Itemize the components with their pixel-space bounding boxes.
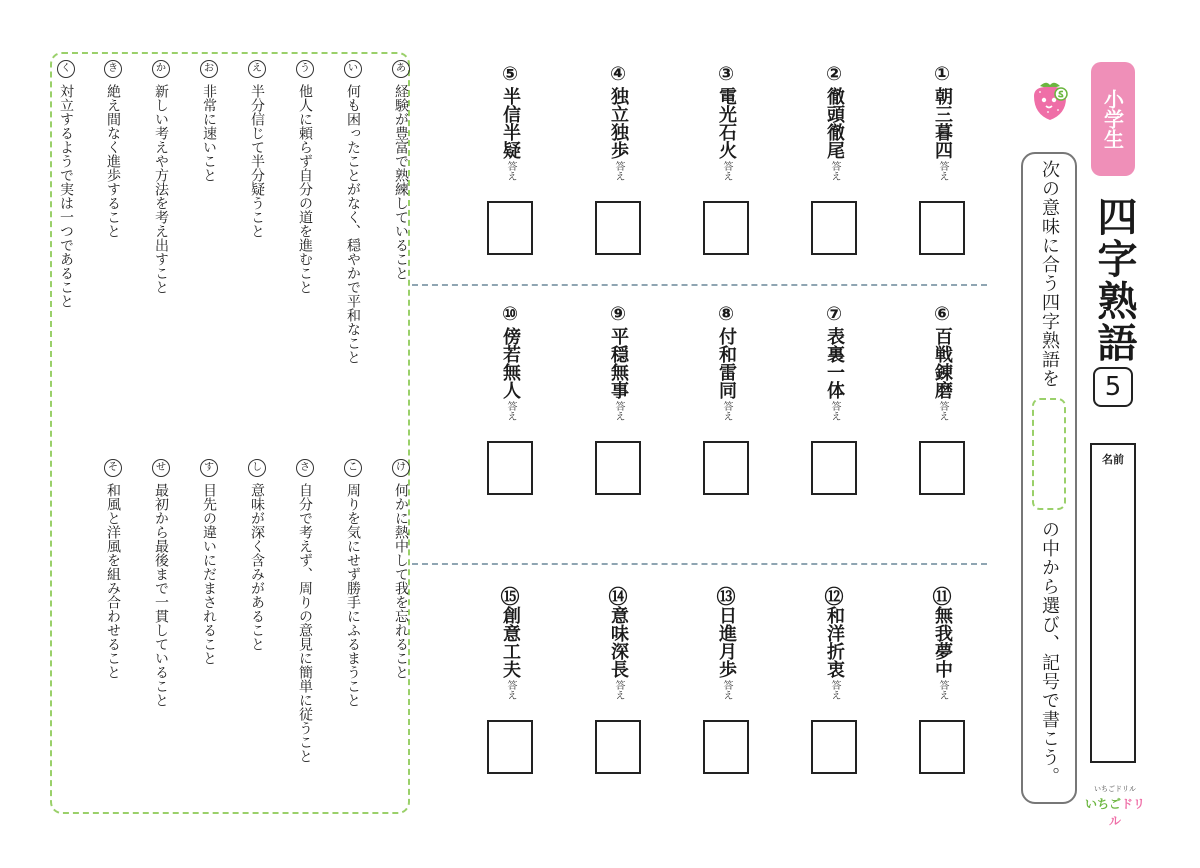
choice-key: き bbox=[104, 60, 122, 78]
answer-label-text: 答え bbox=[505, 680, 516, 700]
choice-key: く bbox=[57, 60, 75, 78]
answer-label-text: 答え bbox=[937, 161, 948, 181]
question-word bbox=[711, 606, 741, 678]
answer-label bbox=[930, 161, 954, 181]
choice-key: こ bbox=[344, 459, 362, 477]
choice-text-content: 非常に速いこと bbox=[201, 84, 217, 182]
question-word bbox=[819, 87, 849, 159]
question-word bbox=[495, 606, 525, 678]
answer-label bbox=[822, 401, 846, 421]
question-word bbox=[495, 87, 525, 159]
answer-label bbox=[606, 161, 630, 181]
answer-label-text: 答え bbox=[721, 161, 732, 181]
question-word bbox=[819, 606, 849, 678]
question-word bbox=[495, 327, 525, 399]
sheet-number: 5 bbox=[1093, 367, 1133, 407]
question-word-text: 意味深長 bbox=[608, 606, 629, 678]
question-word-text: 傍若無人 bbox=[500, 327, 521, 399]
answer-box[interactable] bbox=[811, 441, 857, 495]
choice-key: し bbox=[248, 459, 266, 477]
question-word bbox=[927, 606, 957, 678]
choice-key: か bbox=[152, 60, 170, 78]
question-word-text: 和洋折衷 bbox=[824, 606, 845, 678]
question-word-text: 徹頭徹尾 bbox=[824, 87, 845, 159]
choice-text-content: 最初から最後まで一貫していること bbox=[153, 483, 169, 707]
answer-box[interactable] bbox=[487, 720, 533, 774]
answer-box[interactable] bbox=[487, 441, 533, 495]
choice-text-content: 和風と洋風を組み合わせること bbox=[105, 483, 121, 679]
answer-label bbox=[714, 161, 738, 181]
answer-label bbox=[498, 161, 522, 181]
choice-text-content: 何も困ったことがなく、穏やかで平和なこと bbox=[345, 84, 361, 364]
question-number: ⑮ bbox=[500, 586, 520, 608]
brand-logo-part1: いちご bbox=[1084, 797, 1121, 811]
choice-text-content: 目先の違いにだまされること bbox=[201, 483, 217, 665]
choice-key: さ bbox=[296, 459, 314, 477]
question-word bbox=[711, 87, 741, 159]
question-word-text: 平穏無事 bbox=[608, 327, 629, 399]
choices-box bbox=[50, 52, 410, 814]
choice-text-content: 自分で考えず、周りの意見に簡単に従うこと bbox=[297, 483, 313, 763]
choice-text-content: 他人に頼らず自分の道を進むこと bbox=[297, 84, 313, 294]
question-word-text: 電光石火 bbox=[716, 87, 737, 159]
choice-text-content: 半分信じて半分疑うこと bbox=[249, 84, 265, 238]
question-word-text: 付和雷同 bbox=[716, 327, 737, 399]
name-label: 名前 bbox=[1102, 453, 1124, 466]
question-number: ⑨ bbox=[609, 303, 627, 325]
choice-text bbox=[149, 483, 173, 707]
answer-box[interactable] bbox=[703, 201, 749, 255]
question-number: ⑥ bbox=[933, 303, 951, 325]
choice-text bbox=[341, 483, 365, 707]
sheet-title-text: 四字熟語 bbox=[1091, 196, 1137, 364]
question-word-text: 朝三暮四 bbox=[932, 87, 953, 159]
answer-label-text: 答え bbox=[829, 161, 840, 181]
choice-text-content: 周りを気にせず勝手にふるまうこと bbox=[345, 483, 361, 707]
choice-key: す bbox=[200, 459, 218, 477]
answer-box[interactable] bbox=[595, 441, 641, 495]
choice-text-content: 意味が深く含みがあること bbox=[249, 483, 265, 651]
choice-key: お bbox=[200, 60, 218, 78]
choice-slot bbox=[1032, 398, 1066, 510]
answer-label bbox=[822, 680, 846, 700]
answer-label bbox=[606, 680, 630, 700]
question-number: ③ bbox=[717, 63, 735, 85]
question-number: ① bbox=[933, 63, 951, 85]
answer-box[interactable] bbox=[811, 720, 857, 774]
choice-text bbox=[389, 84, 413, 280]
choice-key: い bbox=[344, 60, 362, 78]
answer-label-text: 答え bbox=[829, 680, 840, 700]
question-word-text: 無我夢中 bbox=[932, 606, 953, 678]
choice-text bbox=[149, 84, 173, 294]
question-word-text: 表裏一体 bbox=[824, 327, 845, 399]
choice-key: あ bbox=[392, 60, 410, 78]
answer-label-text: 答え bbox=[721, 680, 732, 700]
answer-label-text: 答え bbox=[613, 401, 624, 421]
choice-text-content: 何かに熱中して我を忘れること bbox=[393, 483, 409, 679]
choice-text bbox=[101, 84, 125, 238]
answer-label bbox=[498, 680, 522, 700]
choice-text bbox=[101, 483, 125, 679]
answer-box[interactable] bbox=[595, 720, 641, 774]
question-word bbox=[711, 327, 741, 399]
answer-box[interactable] bbox=[919, 720, 965, 774]
question-number: ⑬ bbox=[716, 586, 736, 608]
question-word bbox=[603, 87, 633, 159]
answer-box[interactable] bbox=[595, 201, 641, 255]
brand-caption: いちごドリル bbox=[1094, 785, 1136, 793]
question-number: ② bbox=[825, 63, 843, 85]
question-word bbox=[927, 87, 957, 159]
choice-text-content: 新しい考えや方法を考え出すこと bbox=[153, 84, 169, 294]
brand-logo-part2: ドリル bbox=[1108, 797, 1146, 828]
answer-label-text: 答え bbox=[505, 161, 516, 181]
choice-key: け bbox=[392, 459, 410, 477]
strawberry-mascot-icon bbox=[1026, 76, 1074, 124]
answer-label-text: 答え bbox=[937, 401, 948, 421]
choice-text bbox=[341, 84, 365, 364]
question-word-text: 独立独歩 bbox=[608, 87, 629, 159]
answer-label bbox=[498, 401, 522, 421]
question-word-text: 日進月歩 bbox=[716, 606, 737, 678]
choice-key: せ bbox=[152, 459, 170, 477]
answer-label-text: 答え bbox=[613, 680, 624, 700]
choice-text bbox=[197, 483, 221, 665]
choice-text-content: 絶え間なく進歩すること bbox=[105, 84, 121, 238]
question-number: ⑤ bbox=[501, 63, 519, 85]
question-number: ⑭ bbox=[608, 586, 628, 608]
answer-box[interactable] bbox=[919, 441, 965, 495]
sheet-title bbox=[1088, 196, 1140, 366]
answer-box[interactable] bbox=[811, 201, 857, 255]
choice-text bbox=[293, 84, 317, 294]
choice-text bbox=[245, 84, 269, 238]
answer-label bbox=[606, 401, 630, 421]
instruction-box bbox=[1021, 152, 1077, 804]
instruction-text-2: の中から選び、記号で書こう。 bbox=[1039, 520, 1060, 786]
question-word bbox=[819, 327, 849, 399]
answer-label bbox=[930, 680, 954, 700]
answer-label bbox=[714, 401, 738, 421]
question-word bbox=[927, 327, 957, 399]
question-number: ⑫ bbox=[824, 586, 844, 608]
question-word bbox=[603, 327, 633, 399]
choice-key: う bbox=[296, 60, 314, 78]
choice-text bbox=[54, 84, 78, 308]
choice-text-content: 対立するようで実は一つであること bbox=[58, 84, 74, 308]
grade-badge bbox=[1091, 62, 1135, 176]
answer-label-text: 答え bbox=[829, 401, 840, 421]
question-number: ④ bbox=[609, 63, 627, 85]
choice-key: え bbox=[248, 60, 266, 78]
question-word-text: 半信半疑 bbox=[500, 87, 521, 159]
row-divider bbox=[412, 284, 987, 286]
answer-label-text: 答え bbox=[505, 401, 516, 421]
question-number: ⑦ bbox=[825, 303, 843, 325]
answer-label bbox=[714, 680, 738, 700]
choice-text bbox=[245, 483, 269, 651]
question-number: ⑩ bbox=[501, 303, 519, 325]
answer-box[interactable] bbox=[703, 720, 749, 774]
question-number: ⑪ bbox=[932, 586, 952, 608]
question-number: ⑧ bbox=[717, 303, 735, 325]
choice-key: そ bbox=[104, 459, 122, 477]
instruction-text-1: 次の意味に合う四字熟語を bbox=[1039, 160, 1060, 388]
grade-label: 小学生 bbox=[1100, 89, 1125, 149]
answer-box[interactable] bbox=[487, 201, 533, 255]
choice-text bbox=[197, 84, 221, 182]
answer-box[interactable] bbox=[919, 201, 965, 255]
answer-label-text: 答え bbox=[721, 401, 732, 421]
answer-label bbox=[930, 401, 954, 421]
name-field[interactable] bbox=[1090, 443, 1136, 763]
answer-label bbox=[822, 161, 846, 181]
question-word-text: 創意工夫 bbox=[500, 606, 521, 678]
row-divider bbox=[412, 563, 987, 565]
answer-label-text: 答え bbox=[937, 680, 948, 700]
choice-text-content: 経験が豊富で熟練していること bbox=[393, 84, 409, 280]
choice-text bbox=[389, 483, 413, 679]
question-word-text: 百戦錬磨 bbox=[932, 327, 953, 399]
question-word bbox=[603, 606, 633, 678]
answer-box[interactable] bbox=[703, 441, 749, 495]
brand-logo bbox=[1080, 795, 1150, 829]
answer-label-text: 答え bbox=[613, 161, 624, 181]
choice-text bbox=[293, 483, 317, 763]
